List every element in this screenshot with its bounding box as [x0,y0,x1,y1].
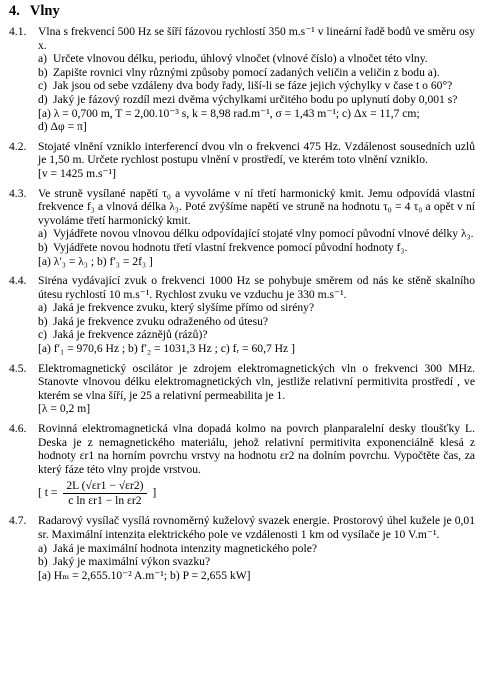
problem-4-1 [9,25,475,134]
problem-text: Vlna s frekvencí 500 Hz se šíří fázovou rychlostí 350 m.s⁻¹ v lineární řadě bodů ve směru osy x. [38,25,475,52]
problem-number: 4.7. [9,514,27,528]
list-item: a) Vyjádřete novou vlnovou délku odpovídající stojaté vlny pomocí původní vlnové délky λ₃. [38,227,474,241]
problem-answer: [v = 1425 m.s⁻¹] [38,166,116,180]
problem-text: Siréna vydávající zvuk o frekvenci 1000 Hz se pohybuje směrem od nás ke stěně skalního útesu rychlostí 10 m.s⁻¹. Rychlost zvuku ve vzduchu je 330 m.s⁻¹. [38,274,475,301]
problem-4-7 [9,514,475,582]
problem-answer-cont: d) Δφ = π] [38,120,87,134]
list-item: a) Jaká je frekvence zvuku, který slyšíme přímo od sirény? [38,301,315,315]
problem-answer: [a) f′₁ = 970,6 Hz ; b) f′₂ = 1031,3 Hz ; c) fᵣ = 60,7 Hz ] [38,342,295,356]
list-item: b) Zapište rovnici vlny různými způsoby pomocí zadaných veličin a veličin z bodu a). [38,65,440,79]
problem-number: 4.5. [9,361,27,375]
problem-4-3 [9,187,475,269]
problem-4-6 [9,422,475,508]
problem-text: Elektromagnetický oscilátor je zdrojem elektromagnetických vln o frekvenci 300 MHz. Stanovte vlnovou délku elektromagnetických vln, jestliže relativní permitivita prostředí , ve kterém se vlna šíří, je 25 a relativní permeabilita je 1. [38,361,475,402]
formula-denominator: c ln εr1 − ln εr2 [68,494,142,508]
problem-4-4 [9,274,475,356]
problem-number: 4.3. [9,186,27,200]
list-item: b) Jaký je maximální výkon svazku? [38,555,211,569]
problem-answer [38,479,475,508]
problem-4-2 [9,140,475,181]
formula-prefix: [ t = [38,486,58,500]
list-item: b) Vyjádřete novou hodnotu třetí vlastní frekvence pomocí původní hodnoty f₃. [38,240,408,254]
problem-number: 4.6. [9,422,27,436]
formula-suffix: ] [152,486,157,500]
problem-text: Rovinná elektromagnetická vlna dopadá kolmo na povrch planparalelní desky tloušťky L. Deska je z nemagnetického materiálu, jehož relativní permitivita exponenciálně klesá z hodnoty εr1 na horním povrchu vrstvy na hodnotu εr2 na dolním povrchu. Vypočtěte čas, za který fáze této vlny projde vrstvou. [38,422,475,476]
list-item: a) Jaká je maximální hodnota intenzity magnetického pole? [38,541,317,555]
list-item: c) Jaká je frekvence záznějů (rázů)? [38,328,208,342]
problem-answer: [a) λ′₃ = λ₃ ; b) f′₃ = 2f₃ ] [38,254,153,268]
list-item: c) Jak jsou od sebe vzdáleny dva body řady, liší-li se fáze jejich výchylky v čase t o 60°? [38,79,453,93]
problem-text: Stojaté vlnění vzniklo interferencí dvou vln o frekvenci 475 Hz. Vzdálenost sousedních uzlů je 1,50 m. Určete rychlost postupu vlnění v prostředí, ve kterém toto vlnění vzniklo. [38,139,475,167]
section-number: 4. [9,3,20,19]
problem-number: 4.4. [9,274,27,288]
section-heading [9,3,475,20]
problem-number: 4.1. [9,25,27,38]
problem-answer: [a) Hₘ = 2,655.10⁻² A.m⁻¹; b) P = 2,655 kW] [38,568,251,582]
problem-4-5 [9,362,475,416]
problem-number: 4.2. [9,139,27,153]
problem-answer: [λ = 0,2 m] [38,402,91,416]
section-title: Vlny [29,3,60,19]
list-item: b) Jaká je frekvence zvuku odraženého od útesu? [38,314,269,328]
problem-text: Radarový vysílač vysílá rovnoměrný kuželový svazek energie. Prostorový úhel kužele je 0,01 sr. Maximální intenzita elektrického pole ve vzdálenosti 1 km od vysílače je 10 V.m⁻¹. [38,514,475,541]
problem-answer: [a) λ = 0,700 m, T = 2,00.10⁻³ s, k = 8,98 rad.m⁻¹, σ = 1,43 m⁻¹; c) Δx = 11,7 cm; [38,106,420,120]
list-item: d) Jaký je fázový rozdíl mezi dvěma výchylkami určitého bodu po uplynutí doby 0,001 s? [38,92,458,106]
formula-numerator: 2L (√εr1 − √εr2) [63,479,146,494]
formula-fraction [63,479,146,508]
problem-text: Ve struně vysílané napětí τ₀ a vyvoláme v ní třetí harmonický kmit. Jemu odpovídá vlastní frekvence f₃ a vlnová délka λ₃. Poté zvýšíme napětí ve struně na hodnotu τ₀ = 4 τ₀ a opět v ní vyvoláme třetí harmonický kmit. [38,186,475,227]
list-item: a) Určete vlnovou délku, periodu, úhlový vlnočet (vlnové číslo) a vlnočet této vlny. [38,52,428,66]
